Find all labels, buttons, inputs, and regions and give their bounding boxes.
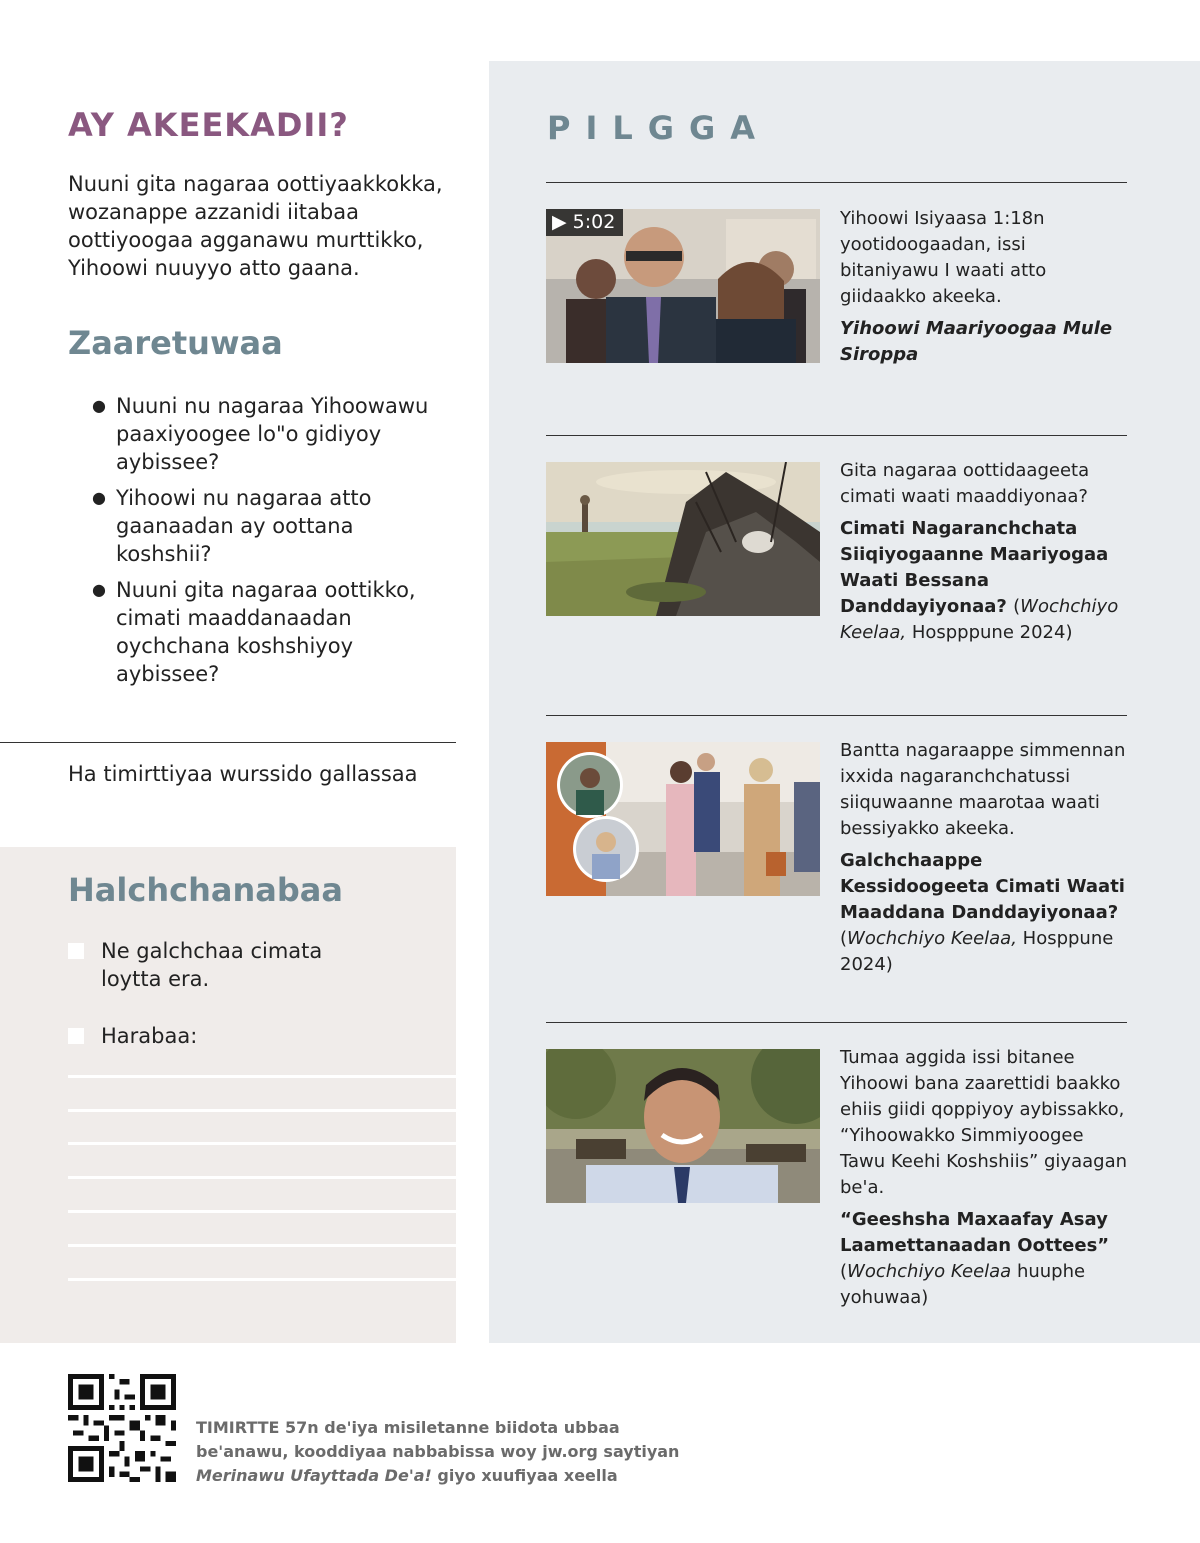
review-question: ● Nuuni nu nagaraa Yihoowawu paaxiyoogee lo"o gidiyoy aybissee?: [92, 394, 429, 474]
article-thumbnail[interactable]: [546, 1049, 820, 1203]
review-questions: [92, 392, 452, 696]
explore-panel: [489, 61, 1200, 1343]
review-question: ● Yihoowi nu nagaraa atto gaanaadan ay oottana koshshii?: [92, 486, 372, 566]
card-source: (Wochchiyo Keelaa, Hospppune 2024): [840, 596, 1119, 643]
review-title: Zaaretuwaa: [68, 324, 283, 362]
shepherd-painting-image: [546, 462, 820, 616]
smiling-man-image: [546, 1049, 820, 1203]
qr-code-icon[interactable]: [68, 1374, 176, 1482]
article-thumbnail[interactable]: [546, 462, 820, 616]
bullet-icon: ●: [92, 396, 106, 415]
completed-date-label: Ha timirttiyaa wurssido gallassaa: [68, 762, 418, 786]
divider: [0, 742, 456, 743]
footer-note: TIMIRTTE 57n de'iya misiletanne biidota ubbaa be'anawu, kooddiyaa nabbabissa woy jw.org saytiyan Merinawu Ufayttada De'a! giyo xuufiyaa xeella: [196, 1418, 680, 1485]
write-in-line[interactable]: [68, 1075, 456, 1078]
explore-card-text: [840, 458, 1130, 646]
goal-label: Harabaa:: [101, 1024, 198, 1048]
goal-item[interactable]: [68, 1022, 358, 1050]
goal-label: Ne galchchaa cimata loytta era.: [101, 939, 323, 991]
card-description: Tumaa aggida issi bitanee Yihoowi bana zaarettidi baakko ehiis giidi qoppiyoy aybissakko, “Yihoowakko Simmiyoogee Tawu Keehi Koshshiis” giyaagan be'a.: [840, 1047, 1128, 1198]
card-description: Yihoowi Isiyaasa 1:18n yootidoogaadan, issi bitaniyawu I waati atto giidaakko akeeka.: [840, 208, 1047, 307]
divider: [546, 435, 1127, 436]
card-description: Gita nagaraa oottidaageeta cimati waati maaddiyonaa?: [840, 460, 1090, 507]
divider: [546, 1022, 1127, 1023]
explore-card-text: [840, 206, 1130, 368]
write-in-line[interactable]: [68, 1176, 456, 1179]
write-in-line[interactable]: [68, 1278, 456, 1281]
divider: [546, 182, 1127, 183]
write-in-line[interactable]: [68, 1210, 456, 1213]
card-link[interactable]: [840, 848, 1130, 978]
goal-item[interactable]: [68, 937, 358, 993]
recap-title: AY AKEEKADII?: [68, 106, 349, 144]
card-source: (Wochchiyo Keelaa huuphe yohuwaa): [840, 1261, 1086, 1308]
write-in-line[interactable]: [68, 1109, 456, 1112]
divider: [546, 715, 1127, 716]
card-link[interactable]: [840, 1207, 1130, 1311]
card-link-title[interactable]: Yihoowi Maariyoogaa Mule Siroppa: [840, 318, 1113, 365]
card-link-title[interactable]: “Geeshsha Maxaafay Asay Laamettanaadan Oottees”: [840, 1209, 1110, 1256]
checkbox[interactable]: [68, 1028, 84, 1044]
checkbox[interactable]: [68, 943, 84, 959]
video-thumbnail[interactable]: [546, 209, 820, 363]
card-link-title[interactable]: Cimati Nagaranchchata Siiqiyogaanne Maariyogaa Waati Bessana Danddayiyonaa?: [840, 518, 1109, 617]
card-link[interactable]: [840, 516, 1130, 646]
review-question: ● Nuuni gita nagaraa oottikko, cimati maaddanaadan oychchana koshshiyoy aybissee?: [92, 578, 416, 686]
write-in-line[interactable]: [68, 1244, 456, 1247]
goals-panel: [0, 847, 456, 1343]
recap-text: Nuuni gita nagaraa oottiyaakkokka, wozanappe azzanidi iitabaa oottiyoogaa agganawu murttikko, Yihoowi nuuyyo atto gaana.: [68, 172, 443, 280]
explore-card-text: [840, 1045, 1130, 1311]
bullet-icon: ●: [92, 580, 106, 599]
explore-card-text: [840, 738, 1130, 978]
women-greeting-image: [546, 742, 820, 896]
write-in-line[interactable]: [68, 1142, 456, 1145]
video-length-badge: ▶ 5:02: [546, 209, 623, 236]
article-thumbnail[interactable]: [546, 742, 820, 896]
explore-title: PILGGA: [547, 109, 771, 147]
goals-title: Halchchanabaa: [68, 871, 343, 909]
card-description: Bantta nagaraappe simmennan ixxida nagaranchchatussi siiquwaanne maarotaa waati bessiyakko akeeka.: [840, 740, 1126, 839]
bullet-icon: ●: [92, 488, 106, 507]
card-link-title[interactable]: Galchchaappe Kessidoogeeta Cimati Waati Maaddana Danddayiyonaa?: [840, 850, 1125, 923]
card-source: (Wochchiyo Keelaa, Hosppune 2024): [840, 928, 1114, 975]
